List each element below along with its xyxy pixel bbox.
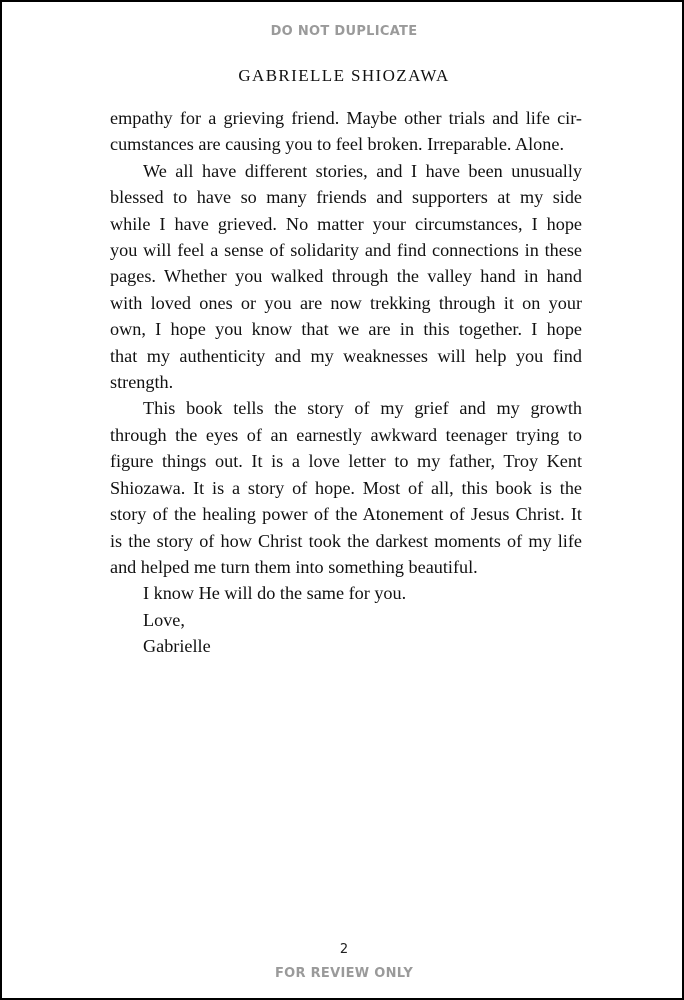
text-line: with loved ones or you are now trekking through it on your bbox=[110, 292, 582, 313]
paragraph bbox=[110, 580, 582, 606]
paragraph bbox=[110, 395, 582, 580]
page-number: 2 bbox=[339, 942, 349, 957]
watermark-top: DO NOT DUPLICATE bbox=[270, 24, 418, 39]
paragraph bbox=[110, 158, 582, 396]
body-text bbox=[110, 105, 582, 660]
text-line: pages. Whether you walked through the valley hand in hand bbox=[110, 266, 582, 287]
text-line: cumstances are causing you to feel broken. Irreparable. Alone. bbox=[110, 134, 564, 155]
text-line: Shiozawa. It is a story of hope. Most of all, this book is the bbox=[110, 477, 582, 498]
text-line: that my authenticity and my weaknesses will help you find bbox=[110, 345, 582, 366]
signature: Gabrielle bbox=[143, 636, 211, 657]
salutation: Love, bbox=[143, 609, 185, 630]
text-line: you will feel a sense of solidarity and find connections in these bbox=[110, 240, 582, 261]
text-line: We all have different stories, and I have been unusually bbox=[143, 160, 582, 181]
text-line: This book tells the story of my grief and my growth bbox=[143, 398, 582, 419]
text-line: I know He will do the same for you. bbox=[143, 583, 407, 604]
text-line: through the eyes of an earnestly awkward teenager trying to bbox=[110, 424, 582, 445]
running-head: GABRIELLE SHIOZAWA bbox=[238, 66, 450, 85]
text-line: while I have grieved. No matter your circumstances, I hope bbox=[110, 213, 582, 234]
text-line: own, I hope you know that we are in this together. I hope bbox=[110, 319, 582, 340]
text-line: blessed to have so many friends and supporters at my side bbox=[110, 187, 582, 208]
closing bbox=[110, 607, 582, 660]
watermark-bottom: FOR REVIEW ONLY bbox=[274, 966, 414, 981]
text-line: strength. bbox=[110, 372, 174, 393]
text-line: story of the healing power of the Atonement of Jesus Christ. It bbox=[110, 504, 582, 525]
text-line: empathy for a grieving friend. Maybe other trials and life cir- bbox=[110, 108, 582, 128]
text-line: figure things out. It is a love letter to my father, Troy Kent bbox=[110, 451, 582, 472]
text-line: and helped me turn them into something beautiful. bbox=[110, 556, 478, 577]
paragraph bbox=[110, 105, 582, 158]
text-line: is the story of how Christ took the darkest moments of my life bbox=[110, 530, 582, 551]
